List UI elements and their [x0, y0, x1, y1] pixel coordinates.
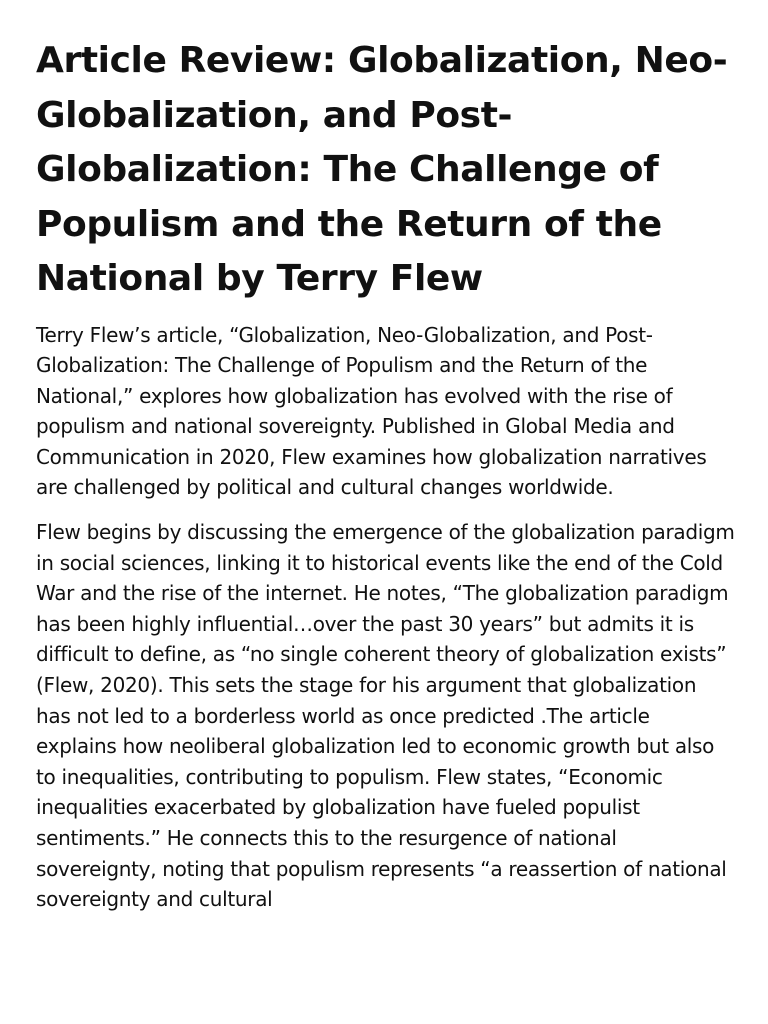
article-review	[36, 34, 736, 915]
body-paragraph: Flew begins by discussing the emergence of the globalization paradigm in social sciences, linking it to historical events like the end of the Cold War and the rise of the internet. He notes, “The globalization paradigm has been highly influential…over the past 30 years” but admits it is difficult to define, as “no single coherent theory of globalization exists” (Flew, 2020). This sets the stage for his argument that globalization has not led to a borderless world as once predicted .The article explains how neoliberal globalization led to economic growth but also to inequalities, contributing to populism. Flew states, “Economic inequalities exacerbated by globalization have fueled populist sentiments.” He connects this to the resurgence of national sovereignty, noting that populism represents “a reassertion of national sovereignty and cultural	[36, 520, 735, 912]
article-title: Article Review: Globalization, Neo-Globalization, and Post-Globalization: The Challenge of Populism and the Return of the National by Terry Flew	[36, 40, 728, 299]
intro-paragraph: Terry Flew’s article, “Globalization, Neo-Globalization, and Post-Globalization: The Challenge of Populism and the Return of the National,” explores how globalization has evolved with the rise of populism and national sovereignty. Published in Global Media and Communication in 2020, Flew examines how globalization narratives are challenged by political and cultural changes worldwide.	[36, 322, 707, 500]
